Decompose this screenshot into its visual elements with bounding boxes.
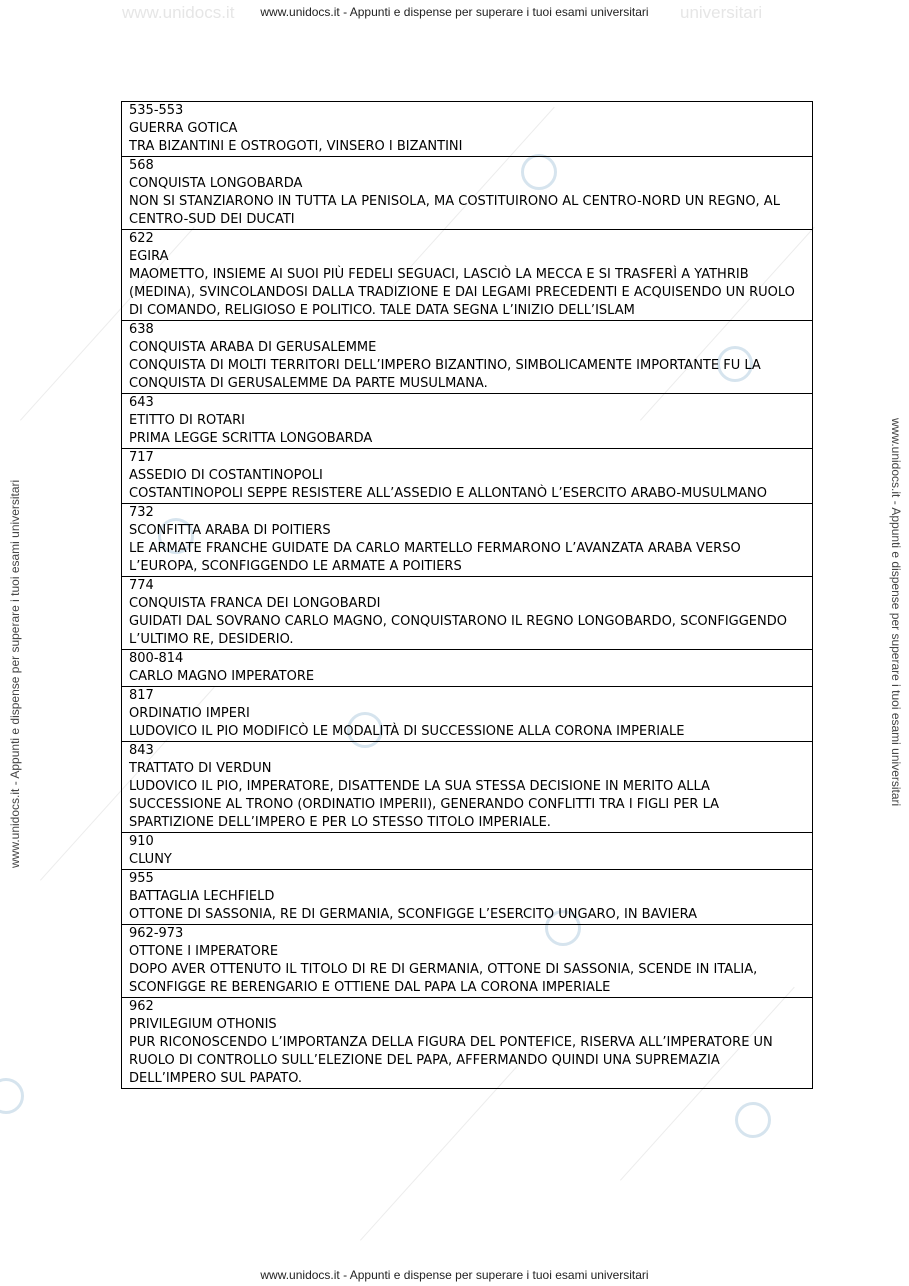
timeline-cell xyxy=(122,230,813,321)
timeline-description: PRIMA LEGGE SCRITTA LONGOBARDA xyxy=(129,431,373,446)
timeline-description: CONQUISTA DI MOLTI TERRITORI DELL’IMPERO BIZANTINO, SIMBOLICAMENTE IMPORTANTE FU LA CONQUISTA DI GERUSALEMME DA PARTE MUSULMANA. xyxy=(129,358,761,391)
timeline-title: ASSEDIO DI COSTANTINOPOLI xyxy=(129,468,323,483)
timeline-cell xyxy=(122,870,813,925)
timeline-row xyxy=(122,742,813,833)
timeline-description: PUR RICONOSCENDO L’IMPORTANZA DELLA FIGURA DEL PONTEFICE, RISERVA ALL’IMPERATORE UN RUOLO DI CONTROLLO SULL’ELEZIONE DEL PAPA, AFFERMANDO QUINDI UNA SUPREMAZIA DELL’IMPERO SUL PAPATO. xyxy=(129,1035,773,1086)
timeline-date: 800-814 xyxy=(129,651,184,666)
timeline-cell xyxy=(122,504,813,577)
timeline-description: OTTONE DI SASSONIA, RE DI GERMANIA, SCONFIGGE L’ESERCITO UNGARO, IN BAVIERA xyxy=(129,907,698,922)
timeline-title: GUERRA GOTICA xyxy=(129,121,238,136)
watermark-logo-icon xyxy=(0,1078,24,1114)
timeline-title: SCONFITTA ARABA DI POITIERS xyxy=(129,523,331,538)
timeline-description: COSTANTINOPOLI SEPPE RESISTERE ALL’ASSEDIO E ALLONTANÒ L’ESERCITO ARABO-MUSULMANO xyxy=(129,486,767,501)
watermark-banner-bottom: www.unidocs.it - Appunti e dispense per superare i tuoi esami universitari xyxy=(260,1268,649,1282)
timeline-row xyxy=(122,230,813,321)
timeline-row xyxy=(122,157,813,230)
timeline-description: MAOMETTO, INSIEME AI SUOI PIÙ FEDELI SEGUACI, LASCIÒ LA MECCA E SI TRASFERÌ A YATHRIB (MEDINA), SVINCOLANDOSI DALLA TRADIZIONE E DAI LEGAMI PRECEDENTI E ACQUISENDO UN RUOLO DI COMANDO, RELIGIOSO E POLITICO. TALE DATA SEGNA L’INIZIO DELL’ISLAM xyxy=(129,267,795,318)
timeline-date: 535-553 xyxy=(129,103,184,118)
timeline-row xyxy=(122,650,813,687)
timeline-cell xyxy=(122,394,813,449)
timeline-title: ORDINATIO IMPERI xyxy=(129,706,250,721)
timeline-date: 717 xyxy=(129,450,154,465)
watermark-ghost-right: universitari xyxy=(680,3,763,22)
timeline-description: GUIDATI DAL SOVRANO CARLO MAGNO, CONQUISTARONO IL REGNO LONGOBARDO, SCONFIGGENDO L’ULTIMO RE, DESIDERIO. xyxy=(129,614,787,647)
timeline-row xyxy=(122,321,813,394)
timeline-title: OTTONE I IMPERATORE xyxy=(129,944,279,959)
watermark-ghost-left: www.unidocs.it xyxy=(122,3,235,22)
timeline-row xyxy=(122,504,813,577)
timeline-date: 955 xyxy=(129,871,154,886)
timeline-cell xyxy=(122,321,813,394)
watermark-banner-right: www.unidocs.it - Appunti e dispense per superare i tuoi esami universitari xyxy=(889,418,903,807)
timeline-cell xyxy=(122,650,813,687)
timeline-description: NON SI STANZIARONO IN TUTTA LA PENISOLA, MA COSTITUIRONO AL CENTRO-NORD UN REGNO, AL CENTRO-SUD DEI DUCATI xyxy=(129,194,780,227)
timeline-description: DOPO AVER OTTENUTO IL TITOLO DI RE DI GERMANIA, OTTONE DI SASSONIA, SCENDE IN ITALIA, SCONFIGGE RE BERENGARIO E OTTIENE DAL PAPA LA CORONA IMPERIALE xyxy=(129,962,758,995)
timeline-description: LUDOVICO IL PIO MODIFICÒ LE MODALITÀ DI SUCCESSIONE ALLA CORONA IMPERIALE xyxy=(129,724,685,739)
timeline-body xyxy=(122,102,813,1089)
timeline-cell xyxy=(122,925,813,998)
timeline-row xyxy=(122,833,813,870)
timeline-row xyxy=(122,394,813,449)
timeline-title: CONQUISTA FRANCA DEI LONGOBARDI xyxy=(129,596,381,611)
timeline-cell xyxy=(122,577,813,650)
timeline-cell xyxy=(122,687,813,742)
timeline-title: CONQUISTA LONGOBARDA xyxy=(129,176,303,191)
timeline-cell xyxy=(122,742,813,833)
watermark-banner-left: www.unidocs.it - Appunti e dispense per superare i tuoi esami universitari xyxy=(8,479,22,868)
timeline-description: LUDOVICO IL PIO, IMPERATORE, DISATTENDE LA SUA STESSA DECISIONE IN MERITO ALLA SUCCESSIONE AL TRONO (ORDINATIO IMPERII), GENERANDO CONFLITTI TRA I FIGLI PER LA SPARTIZIONE DELL’IMPERO E PER LO STESSO TITOLO IMPERIALE. xyxy=(129,779,720,830)
timeline-table xyxy=(121,101,813,1089)
timeline-cell xyxy=(122,449,813,504)
timeline-title: CONQUISTA ARABA DI GERUSALEMME xyxy=(129,340,377,355)
timeline-row xyxy=(122,870,813,925)
timeline-row xyxy=(122,449,813,504)
timeline-date: 910 xyxy=(129,834,154,849)
timeline-date: 622 xyxy=(129,231,154,246)
timeline-title: PRIVILEGIUM OTHONIS xyxy=(129,1017,277,1032)
timeline-date: 774 xyxy=(129,578,154,593)
timeline-date: 843 xyxy=(129,743,154,758)
timeline-description: LE ARMATE FRANCHE GUIDATE DA CARLO MARTELLO FERMARONO L’AVANZATA ARABA VERSO L’EUROPA, SCONFIGGENDO LE ARMATE A POITIERS xyxy=(129,541,741,574)
timeline-cell xyxy=(122,833,813,870)
timeline-title: BATTAGLIA LECHFIELD xyxy=(129,889,275,904)
timeline-cell xyxy=(122,998,813,1089)
timeline-row xyxy=(122,102,813,157)
timeline-description: TRA BIZANTINI E OSTROGOTI, VINSERO I BIZANTINI xyxy=(129,139,463,154)
timeline-date: 643 xyxy=(129,395,154,410)
timeline-date: 962 xyxy=(129,999,154,1014)
timeline-row xyxy=(122,925,813,998)
timeline-title: ETITTO DI ROTARI xyxy=(129,413,245,428)
timeline-title: CARLO MAGNO IMPERATORE xyxy=(129,669,315,684)
timeline-title: CLUNY xyxy=(129,852,172,867)
timeline-title: EGIRA xyxy=(129,249,169,264)
timeline-date: 568 xyxy=(129,158,154,173)
timeline-row xyxy=(122,687,813,742)
timeline-cell xyxy=(122,157,813,230)
timeline-date: 732 xyxy=(129,505,154,520)
timeline-title: TRATTATO DI VERDUN xyxy=(129,761,272,776)
timeline-cell xyxy=(122,102,813,157)
watermark-logo-icon xyxy=(735,1102,771,1138)
timeline-date: 962-973 xyxy=(129,926,184,941)
timeline-date: 817 xyxy=(129,688,154,703)
timeline-row xyxy=(122,577,813,650)
watermark-banner-top: www.unidocs.it - Appunti e dispense per superare i tuoi esami universitari xyxy=(260,5,649,19)
timeline-date: 638 xyxy=(129,322,154,337)
timeline-row xyxy=(122,998,813,1089)
